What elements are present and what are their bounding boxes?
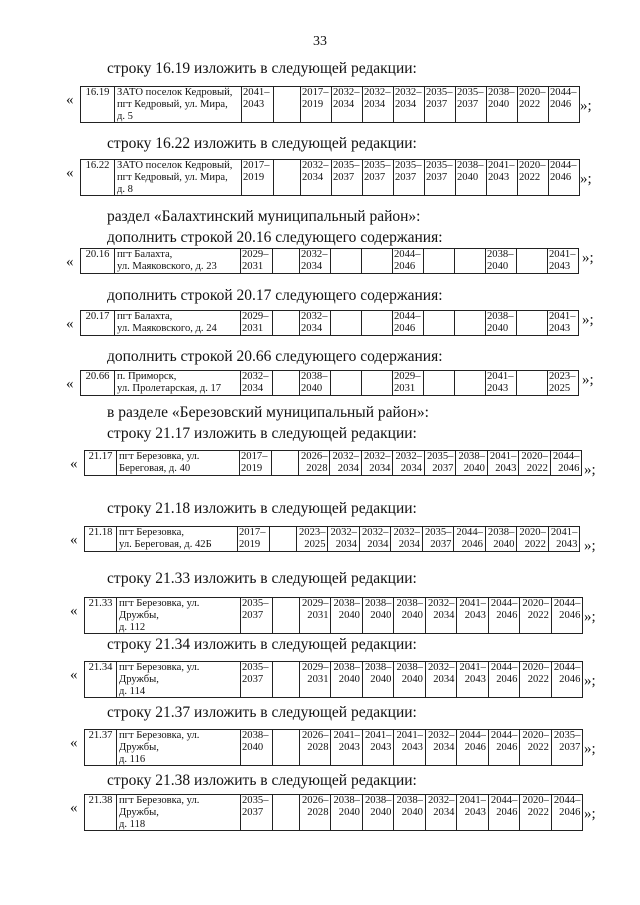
table-row — [85, 598, 583, 634]
close-quote: »; — [580, 171, 592, 187]
address-line: ул. Маяковского, д. 23 — [117, 260, 217, 272]
address-cell — [117, 795, 241, 831]
period-cell — [455, 311, 486, 336]
close-quote: »; — [580, 98, 592, 114]
table-row — [85, 662, 583, 698]
address-cell — [117, 451, 240, 476]
address-line: Береговая, д. 40 — [119, 462, 191, 474]
table-row — [81, 249, 579, 274]
period-cell: 2038– 2040 — [241, 730, 273, 766]
period-cell: 2020– 2022 — [520, 795, 551, 831]
amendment-row-table — [84, 729, 583, 766]
period-cell: 2041– 2043 — [487, 451, 518, 476]
period-cell: 2032– 2034 — [300, 249, 331, 274]
period-cell — [517, 311, 548, 336]
period-cell: 2032– 2034 — [363, 87, 394, 123]
period-cell: 2032– 2034 — [393, 451, 424, 476]
section-heading: строку 16.22 изложить в следующей редакции: — [107, 135, 417, 152]
period-cell: 2038– 2040 — [486, 311, 517, 336]
section-heading: строку 21.34 изложить в следующей редакции: — [107, 636, 417, 653]
period-cell: 2035– 2037 — [363, 160, 394, 196]
period-cell: 2038– 2040 — [300, 371, 331, 396]
table-row — [85, 451, 582, 476]
section-heading: строку 21.17 изложить в следующей редакции: — [107, 425, 417, 442]
address-line: ЗАТО поселок Кедровый, — [117, 87, 233, 98]
period-cell: 2020– 2022 — [519, 451, 550, 476]
period-cell: 2032– 2034 — [391, 527, 422, 552]
open-quote: « — [66, 316, 74, 332]
period-cell: 2017– 2019 — [242, 160, 274, 196]
open-quote: « — [70, 800, 78, 816]
close-quote: »; — [584, 806, 596, 822]
row-number: 16.19 — [81, 87, 115, 123]
amendment-row-table — [84, 661, 583, 698]
open-quote: « — [70, 603, 78, 619]
row-number: 20.17 — [81, 311, 115, 336]
address-line: ул. Пролетарская, д. 17 — [117, 382, 222, 394]
period-cell: 2032– 2034 — [241, 371, 273, 396]
address-line: д. 5 — [117, 110, 133, 122]
amendment-row-table — [80, 310, 579, 336]
period-cell: 2020– 2022 — [520, 662, 551, 698]
address-cell — [115, 249, 241, 274]
period-cell: 2023– 2025 — [297, 527, 328, 552]
period-cell: 2026– 2028 — [300, 730, 331, 766]
period-cell: 2038– 2040 — [394, 598, 425, 634]
period-cell: 2041– 2043 — [548, 249, 579, 274]
row-number: 21.17 — [85, 451, 117, 476]
period-cell — [274, 87, 301, 123]
period-cell: 2041– 2043 — [457, 598, 488, 634]
amendment-row-table — [84, 450, 582, 476]
table-row — [81, 160, 580, 196]
address-line: пгт Березовка, ул. Дружбы, — [119, 598, 200, 621]
period-cell: 2038– 2040 — [486, 249, 517, 274]
amendment-row-table — [80, 86, 580, 123]
open-quote: « — [70, 667, 78, 683]
period-cell: 2038– 2040 — [487, 87, 518, 123]
period-cell: 2041– 2043 — [548, 311, 579, 336]
period-cell: 2032– 2034 — [359, 527, 390, 552]
period-cell — [331, 311, 362, 336]
period-cell: 2032– 2034 — [332, 87, 363, 123]
row-number: 21.34 — [85, 662, 117, 698]
period-cell — [273, 371, 300, 396]
address-cell — [117, 527, 238, 552]
period-cell: 2038– 2040 — [485, 527, 516, 552]
address-line: пгт Березовка, ул. Дружбы, — [119, 662, 200, 685]
period-cell — [362, 311, 393, 336]
section-heading: дополнить строкой 20.17 следующего содержания: — [107, 287, 443, 304]
period-cell: 2041– 2043 — [242, 87, 274, 123]
section-heading: строку 21.37 изложить в следующей редакции: — [107, 704, 417, 721]
address-cell — [115, 311, 241, 336]
address-cell — [115, 371, 241, 396]
row-number: 20.16 — [81, 249, 115, 274]
period-cell — [273, 662, 300, 698]
section-heading: дополнить строкой 20.66 следующего содержания: — [107, 348, 443, 365]
period-cell — [274, 160, 301, 196]
row-number: 21.38 — [85, 795, 117, 831]
row-number: 21.37 — [85, 730, 117, 766]
period-cell: 2017– 2019 — [238, 527, 270, 552]
period-cell: 2041– 2043 — [486, 371, 517, 396]
address-line: д. 118 — [119, 818, 146, 830]
open-quote: « — [66, 254, 74, 270]
row-number: 21.33 — [85, 598, 117, 634]
address-cell — [117, 730, 241, 766]
period-cell: 2035– 2037 — [551, 730, 582, 766]
period-cell — [455, 249, 486, 274]
period-cell — [517, 249, 548, 274]
period-cell: 2035– 2037 — [394, 160, 425, 196]
section-heading: строку 21.18 изложить в следующей редакции: — [107, 500, 417, 517]
section-heading: строку 21.38 изложить в следующей редакции: — [107, 772, 417, 789]
period-cell: 2044– 2046 — [457, 730, 488, 766]
address-line: д. 112 — [119, 621, 146, 633]
address-cell — [117, 662, 241, 698]
period-cell: 2029– 2031 — [300, 662, 331, 698]
address-line: д. 8 — [117, 183, 133, 195]
period-cell: 2035– 2037 — [241, 662, 273, 698]
period-cell: 2035– 2037 — [424, 451, 455, 476]
period-cell — [517, 371, 548, 396]
amendment-row-table — [84, 526, 580, 552]
period-cell: 2032– 2034 — [300, 311, 331, 336]
period-cell: 2044– 2046 — [488, 662, 519, 698]
address-cell — [115, 160, 242, 196]
table-row — [85, 795, 583, 831]
period-cell: 2017– 2019 — [301, 87, 332, 123]
open-quote: « — [66, 92, 74, 108]
address-cell — [117, 598, 241, 634]
close-quote: »; — [584, 538, 596, 554]
period-cell: 2020– 2022 — [520, 730, 551, 766]
address-line: пгт Березовка, — [119, 527, 184, 538]
amendment-row-table — [80, 159, 580, 196]
address-line: п. Приморск, — [117, 371, 177, 382]
table-row — [81, 311, 579, 336]
period-cell: 2038– 2040 — [362, 598, 393, 634]
row-number: 20.66 — [81, 371, 115, 396]
table-row — [85, 730, 583, 766]
period-cell: 2026– 2028 — [300, 795, 331, 831]
period-cell: 2032– 2034 — [361, 451, 392, 476]
period-cell — [424, 249, 455, 274]
close-quote: »; — [582, 250, 594, 266]
period-cell: 2032– 2034 — [301, 160, 332, 196]
address-line: пгт Балахта, — [117, 249, 173, 260]
open-quote: « — [66, 376, 74, 392]
period-cell: 2044– 2046 — [551, 795, 582, 831]
period-cell: 2038– 2040 — [394, 662, 425, 698]
period-cell: 2041– 2043 — [487, 160, 518, 196]
period-cell: 2029– 2031 — [300, 598, 331, 634]
open-quote: « — [66, 165, 74, 181]
period-cell: 2044– 2046 — [549, 160, 580, 196]
period-cell: 2044– 2046 — [551, 598, 582, 634]
period-cell: 2044– 2046 — [551, 662, 582, 698]
period-cell — [331, 249, 362, 274]
section-heading: дополнить строкой 20.16 следующего содержания: — [107, 229, 443, 246]
period-cell: 2032– 2034 — [330, 451, 361, 476]
period-cell: 2032– 2034 — [425, 662, 456, 698]
period-cell: 2041– 2043 — [548, 527, 579, 552]
period-cell: 2038– 2040 — [456, 451, 487, 476]
period-cell: 2038– 2040 — [331, 795, 362, 831]
address-line: ул. Маяковского, д. 24 — [117, 322, 217, 334]
open-quote: « — [70, 532, 78, 548]
table-row — [85, 527, 580, 552]
period-cell: 2032– 2034 — [328, 527, 359, 552]
period-cell: 2029– 2031 — [241, 249, 273, 274]
period-cell: 2038– 2040 — [331, 598, 362, 634]
period-cell: 2020– 2022 — [518, 87, 549, 123]
amendment-row-table — [80, 370, 579, 396]
period-cell: 2020– 2022 — [517, 527, 548, 552]
amendment-row-table — [84, 597, 583, 634]
address-line: ул. Береговая, д. 42Б — [119, 538, 212, 550]
address-line: ЗАТО поселок Кедровый, — [117, 160, 233, 171]
row-number: 16.22 — [81, 160, 115, 196]
period-cell — [424, 371, 455, 396]
amendment-row-table — [80, 248, 579, 274]
period-cell: 2038– 2040 — [362, 662, 393, 698]
close-quote: »; — [584, 609, 596, 625]
period-cell: 2017– 2019 — [240, 451, 272, 476]
period-cell: 2020– 2022 — [518, 160, 549, 196]
period-cell: 2044– 2046 — [550, 451, 581, 476]
row-number: 21.18 — [85, 527, 117, 552]
period-cell: 2035– 2037 — [332, 160, 363, 196]
period-cell — [331, 371, 362, 396]
period-cell — [455, 371, 486, 396]
address-line: пгт Кедровый, ул. Мира, — [117, 171, 228, 183]
period-cell: 2035– 2037 — [241, 795, 273, 831]
period-cell — [272, 451, 299, 476]
period-cell: 2041– 2043 — [331, 730, 362, 766]
address-cell — [115, 87, 242, 123]
address-line: пгт Балахта, — [117, 311, 173, 322]
open-quote: « — [70, 735, 78, 751]
period-cell: 2032– 2034 — [425, 795, 456, 831]
period-cell: 2038– 2040 — [331, 662, 362, 698]
period-cell: 2044– 2046 — [488, 795, 519, 831]
table-row — [81, 87, 580, 123]
page-number: 33 — [313, 34, 327, 49]
period-cell: 2044– 2046 — [488, 598, 519, 634]
period-cell — [273, 795, 300, 831]
section-heading: строку 16.19 изложить в следующей редакции: — [107, 60, 417, 77]
address-line: пгт Кедровый, ул. Мира, — [117, 98, 228, 110]
period-cell: 2020– 2022 — [520, 598, 551, 634]
table-row — [81, 371, 579, 396]
period-cell — [273, 249, 300, 274]
section-heading: в разделе «Березовский муниципальный район»: — [107, 404, 429, 421]
period-cell: 2044– 2046 — [488, 730, 519, 766]
period-cell: 2032– 2034 — [425, 730, 456, 766]
period-cell: 2038– 2040 — [456, 160, 487, 196]
address-line: пгт Березовка, ул. — [119, 451, 200, 462]
period-cell: 2032– 2034 — [425, 598, 456, 634]
period-cell: 2032– 2034 — [394, 87, 425, 123]
period-cell — [273, 598, 300, 634]
period-cell: 2035– 2037 — [456, 87, 487, 123]
close-quote: »; — [584, 741, 596, 757]
section-heading: раздел «Балахтинский муниципальный район»: — [107, 208, 421, 225]
address-line: пгт Березовка, ул. Дружбы, — [119, 795, 200, 818]
period-cell: 2038– 2040 — [394, 795, 425, 831]
address-line: д. 116 — [119, 753, 146, 765]
period-cell: 2026– 2028 — [299, 451, 330, 476]
period-cell: 2041– 2043 — [362, 730, 393, 766]
close-quote: »; — [584, 673, 596, 689]
period-cell: 2041– 2043 — [457, 662, 488, 698]
period-cell: 2041– 2043 — [394, 730, 425, 766]
close-quote: »; — [582, 372, 594, 388]
period-cell: 2023– 2025 — [548, 371, 579, 396]
period-cell — [273, 311, 300, 336]
period-cell: 2044– 2046 — [454, 527, 485, 552]
address-line: д. 114 — [119, 685, 146, 697]
open-quote: « — [70, 456, 78, 472]
period-cell — [424, 311, 455, 336]
period-cell — [270, 527, 297, 552]
period-cell — [362, 371, 393, 396]
period-cell: 2029– 2031 — [241, 311, 273, 336]
period-cell: 2044– 2046 — [393, 311, 424, 336]
address-line: пгт Березовка, ул. Дружбы, — [119, 730, 200, 753]
period-cell: 2035– 2037 — [241, 598, 273, 634]
amendment-row-table — [84, 794, 583, 831]
period-cell: 2035– 2037 — [425, 87, 456, 123]
period-cell — [362, 249, 393, 274]
period-cell: 2035– 2037 — [422, 527, 453, 552]
close-quote: »; — [584, 462, 596, 478]
close-quote: »; — [582, 312, 594, 328]
period-cell: 2041– 2043 — [457, 795, 488, 831]
period-cell — [273, 730, 300, 766]
section-heading: строку 21.33 изложить в следующей редакции: — [107, 570, 417, 587]
period-cell: 2038– 2040 — [362, 795, 393, 831]
period-cell: 2044– 2046 — [393, 249, 424, 274]
period-cell: 2029– 2031 — [393, 371, 424, 396]
period-cell: 2035– 2037 — [425, 160, 456, 196]
period-cell: 2044– 2046 — [549, 87, 580, 123]
